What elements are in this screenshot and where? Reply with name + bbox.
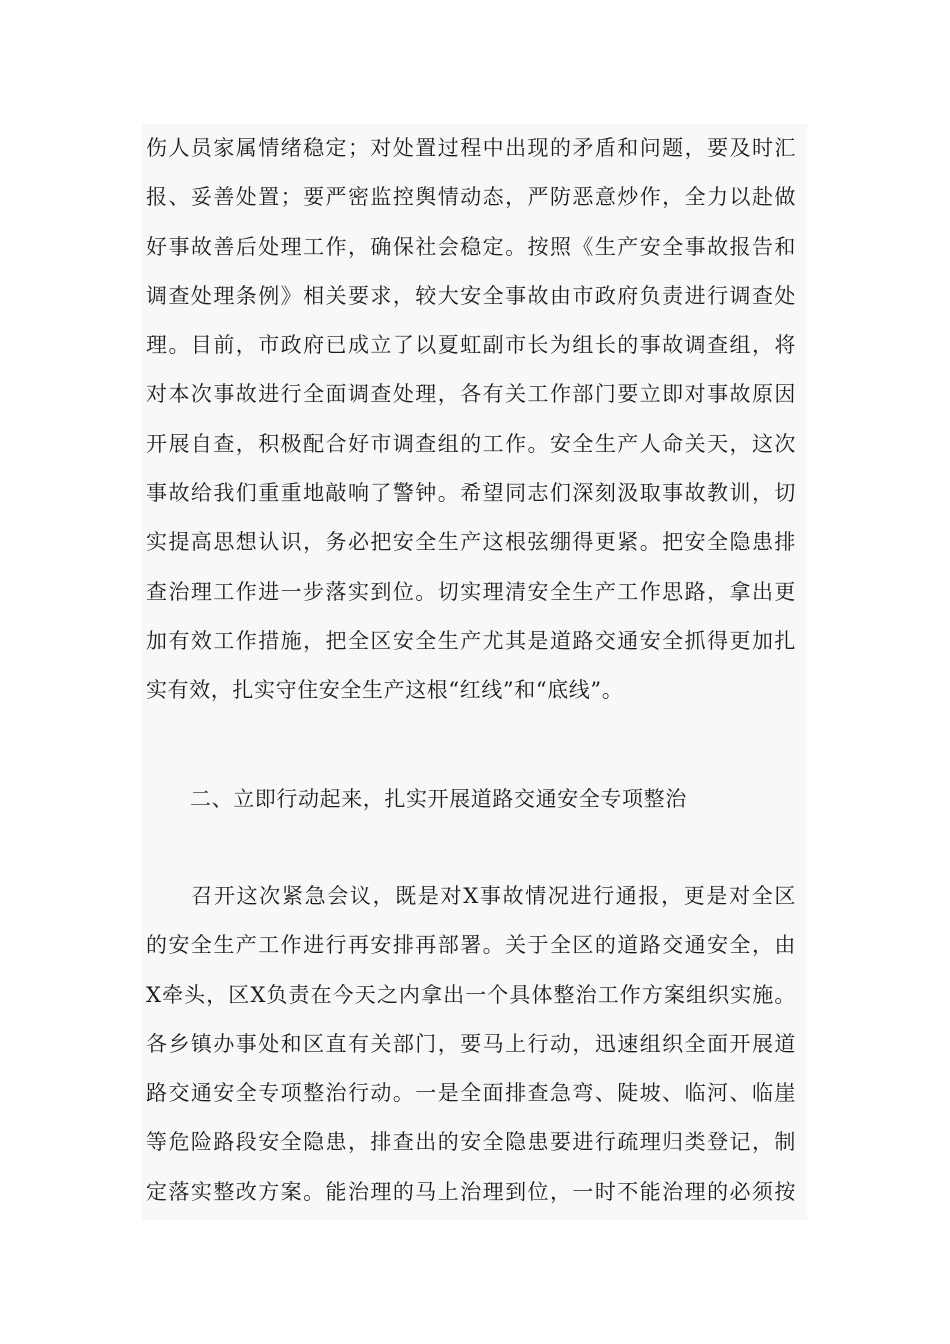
paragraph-line: 加有效工作措施，把全区安全生产尤其是道路交通安全抓得更加扎: [146, 628, 796, 653]
paragraph-line: 理。目前，市政府已成立了以夏虹副市长为组长的事故调查组，将: [146, 333, 796, 358]
paragraph-line: 定落实整改方案。能治理的马上治理到位，一时不能治理的必须按: [146, 1179, 796, 1204]
paragraph-line: 路交通安全专项整治行动。一是全面排查急弯、陡坡、临河、临崖: [146, 1081, 796, 1106]
section-heading: 二、立即行动起来，扎实开展道路交通安全专项整治: [190, 787, 687, 811]
paragraph-line-last: 实有效，扎实守住安全生产这根“红线”和“底线”。: [146, 678, 624, 703]
paragraph-line: 报、妥善处置；要严密监控舆情动态，严防恶意炒作，全力以赴做: [146, 185, 796, 210]
paragraph-2: [146, 872, 796, 1217]
paragraph-1: [146, 124, 796, 716]
paragraph-line: 查治理工作进一步落实到位。切实理清安全生产工作思路，拿出更: [146, 579, 796, 604]
paragraph-line: 调查处理条例》相关要求，较大安全事故由市政府负责进行调查处: [146, 283, 796, 308]
paragraph-line: 伤人员家属情绪稳定；对处置过程中出现的矛盾和问题，要及时汇: [146, 136, 796, 160]
paragraph-line: 事故给我们重重地敲响了警钟。希望同志们深刻汲取事故教训，切: [146, 481, 796, 506]
paragraph-line: 召开这次紧急会议，既是对X事故情况进行通报，更是对全区: [146, 884, 796, 908]
paragraph-line: 的安全生产工作进行再安排再部署。关于全区的道路交通安全，由: [146, 933, 796, 958]
paragraph-line: 实提高思想认识，务必把安全生产这根弦绷得更紧。把安全隐患排: [146, 530, 796, 555]
paragraph-line: X牵头，区X负责在今天之内拿出一个具体整治工作方案组织实施。: [146, 982, 796, 1007]
paragraph-line: 等危险路段安全隐患，排查出的安全隐患要进行疏理归类登记，制: [146, 1130, 796, 1155]
paragraph-line: 各乡镇办事处和区直有关部门，要马上行动，迅速组织全面开展道: [146, 1031, 796, 1056]
paragraph-line: 开展自查，积极配合好市调查组的工作。安全生产人命关天，这次: [146, 431, 796, 456]
paragraph-line: 对本次事故进行全面调查处理，各有关工作部门要立即对事故原因: [146, 382, 796, 407]
paragraph-line: 好事故善后处理工作，确保社会稳定。按照《生产安全事故报告和: [146, 234, 796, 259]
